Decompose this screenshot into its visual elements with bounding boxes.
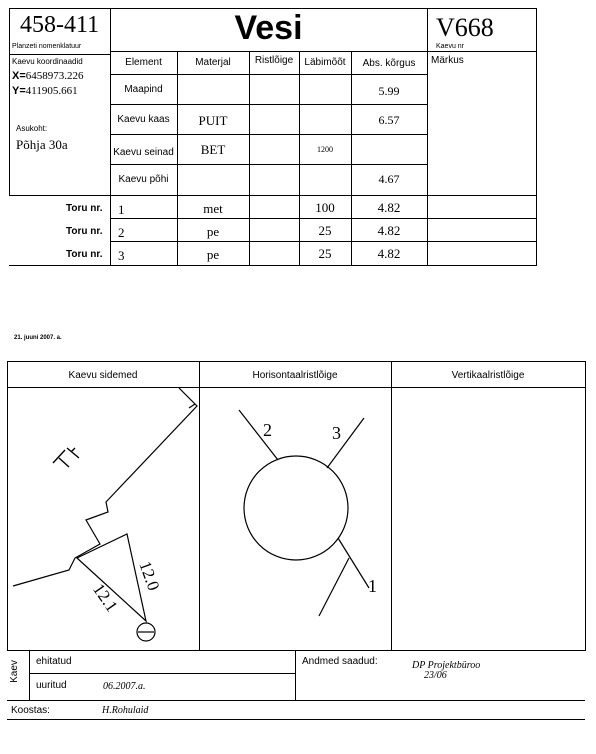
panel-title-horizontal: Horisontaalristlõige [252, 370, 338, 381]
row-height: 4.67 [378, 172, 400, 186]
source-date: 23/06 [424, 670, 447, 681]
panel-title-vertical: Vertikaalristlõige [451, 370, 525, 381]
col-header-height: Abs. kõrgus [362, 58, 416, 69]
x-value: 6458973.226 [25, 70, 84, 82]
source-label: Andmed saadud: [302, 656, 378, 667]
pipe-number: 2 [118, 225, 125, 240]
built-label: ehitatud [36, 656, 72, 667]
y-label: Y= [12, 85, 26, 97]
pipe-label-2: 2 [263, 420, 272, 440]
row-material: BET [200, 142, 226, 157]
surveyed-value: 06.2007.a. [103, 681, 146, 692]
pipe-label-1: 1 [368, 576, 377, 596]
pipe-number: 3 [118, 248, 125, 263]
pipe-material: pe [206, 224, 220, 239]
address-label: Asukoht: [16, 124, 48, 133]
y-value: 411905.661 [25, 85, 78, 97]
pipe-height: 4.82 [377, 223, 401, 238]
pipe-diameter: 25 [318, 246, 332, 261]
nomenclature-label: Planzeti nomenklatuur [12, 43, 82, 50]
row-material: PUIT [198, 113, 228, 128]
panel-title-connections: Kaevu sidemed [68, 370, 138, 381]
surveyed-label: uuritud [36, 680, 67, 691]
row-element: Kaevu põhi [118, 174, 169, 185]
row-element: Kaevu seinad [113, 147, 174, 158]
pipe-height: 4.82 [377, 200, 401, 215]
author-value: H.Rohulaid [102, 705, 149, 716]
pipe-diameter: 100 [315, 200, 335, 215]
date-text: 21. juuni 2007. a. [14, 335, 62, 341]
row-diameter: 1200 [317, 145, 333, 154]
pipe-label: Toru nr. [66, 203, 103, 214]
col-header-diameter: Läbimõõt [304, 57, 346, 68]
nomenclature-number: 458-411 [20, 12, 100, 38]
col-header-element: Element [125, 57, 162, 68]
building-outline [13, 388, 197, 586]
distance-label-2: 12.0 [135, 558, 164, 594]
pipe-material: pe [206, 247, 220, 262]
well-circle [244, 456, 348, 560]
y-coordinate [12, 85, 78, 97]
row-height: 5.99 [378, 84, 400, 98]
pipe-label: Toru nr. [66, 226, 103, 237]
row-height: 6.57 [378, 113, 400, 127]
well-number-label: Kaevu nr [436, 43, 465, 50]
pipe-line-2 [239, 410, 278, 460]
distance-label-1: 12.1 [88, 580, 122, 616]
pipe-label: Toru nr. [66, 249, 103, 260]
address-value: Põhja 30a [16, 137, 68, 152]
col-header-remarks: Märkus [431, 55, 464, 66]
row-element: Maapind [124, 84, 163, 95]
pipe-diameter: 25 [318, 223, 332, 238]
x-coordinate [12, 70, 84, 82]
row-element: Kaevu kaas [117, 114, 170, 125]
page-title: Vesi [234, 9, 303, 47]
x-label: X= [12, 70, 26, 82]
pipe-line-1a [338, 538, 369, 588]
well-number: V668 [436, 13, 494, 42]
pipe-height: 4.82 [377, 246, 401, 261]
col-header-cross: Ristlõige [254, 55, 294, 66]
coords-label: Kaevu koordinaadid [12, 57, 83, 66]
pipe-label-3: 3 [332, 423, 341, 443]
well-side-label: Kaev [8, 660, 20, 683]
col-header-material: Materjal [195, 57, 231, 68]
author-label: Koostas: [11, 705, 50, 716]
pipe-line-1b [319, 558, 349, 616]
pipe-material: met [203, 201, 223, 216]
source-value: DP Projektbüroo [412, 660, 481, 671]
pipe-number: 1 [118, 202, 125, 217]
horizontal-section-drawing [199, 388, 391, 650]
